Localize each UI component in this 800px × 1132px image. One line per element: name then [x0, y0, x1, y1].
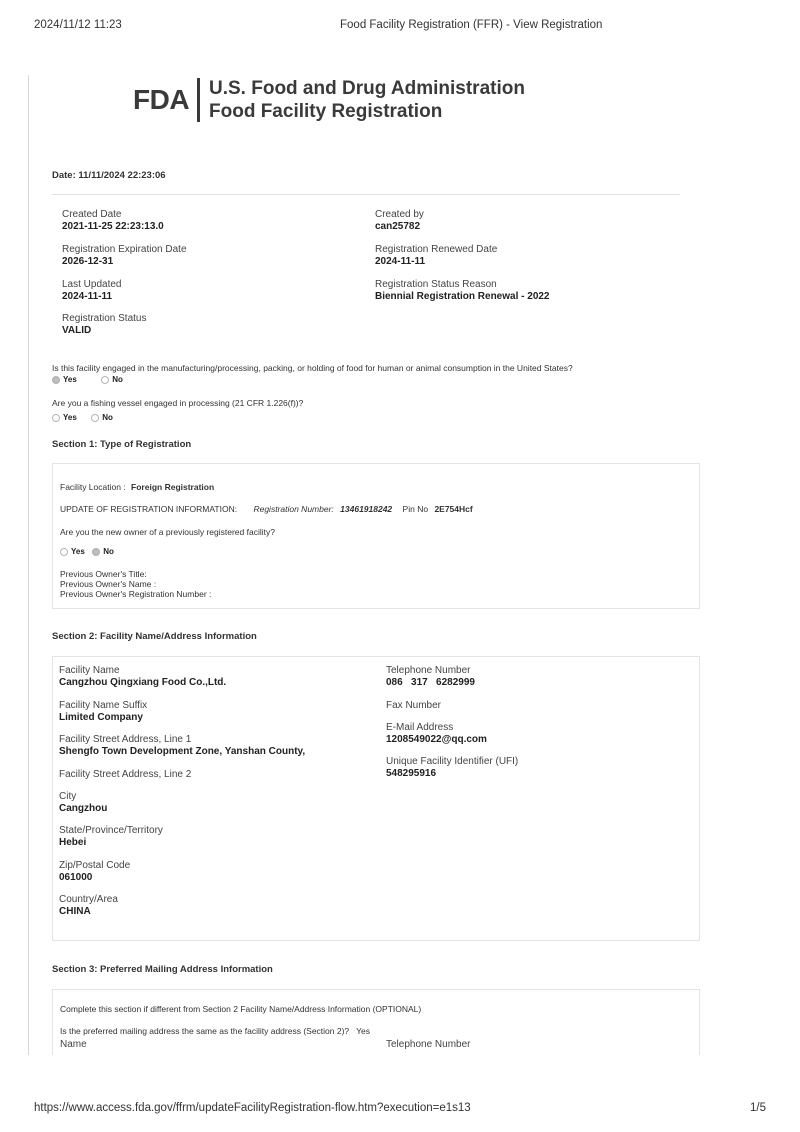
- q2-yes-label: Yes: [63, 413, 77, 422]
- section-3-title: Section 3: Preferred Mailing Address Information: [52, 964, 273, 975]
- q1-no-label: No: [112, 375, 123, 384]
- email-address-label: E-Mail Address: [386, 722, 454, 733]
- print-page-number: 1/5: [750, 1102, 766, 1114]
- registration-status-value: VALID: [62, 325, 92, 336]
- mailing-telephone-label: Telephone Number: [386, 1039, 471, 1050]
- zip-code-label: Zip/Postal Code: [59, 860, 131, 871]
- registration-number-value: 13461918242: [340, 504, 393, 514]
- email-address-value: 1208549022@qq.com: [386, 734, 487, 745]
- new-owner-yes-radio[interactable]: [60, 548, 68, 556]
- pin-label: Pin No: [402, 504, 429, 514]
- q1-yes-radio[interactable]: [52, 376, 60, 384]
- last-updated: [62, 279, 122, 303]
- ufi-label: Unique Facility Identifier (UFI): [386, 756, 519, 767]
- renewed-date-label: Registration Renewed Date: [375, 244, 498, 255]
- question-food-facility-options: [52, 374, 133, 386]
- status-reason-label: Registration Status Reason: [375, 279, 497, 290]
- question-fishing-vessel-options: [52, 412, 123, 424]
- ufi: [386, 756, 518, 780]
- facility-name: [59, 665, 226, 689]
- print-datetime: 2024/11/12 11:23: [34, 19, 122, 31]
- previous-owner-reg-number: Previous Owner's Registration Number :: [60, 589, 212, 599]
- pin-value: 2E754Hcf: [434, 504, 473, 514]
- section-2-box: [52, 656, 700, 941]
- status-reason-value: Biennial Registration Renewal - 2022: [375, 291, 550, 302]
- registration-status-label: Registration Status: [62, 313, 147, 324]
- q1-yes-label: Yes: [63, 375, 77, 384]
- zip-code-value: 061000: [59, 872, 93, 883]
- facility-location-value: Foreign Registration: [131, 482, 215, 492]
- section-2-title: Section 2: Facility Name/Address Information: [52, 631, 257, 642]
- expiration-date-value: 2026-12-31: [62, 256, 114, 267]
- created-by: [375, 209, 424, 233]
- email-address: [386, 722, 487, 746]
- facility-location: [60, 482, 214, 492]
- date-divider: [52, 194, 680, 195]
- new-owner-question: Are you the new owner of a previously registered facility?: [60, 527, 275, 537]
- logo-text: [209, 77, 525, 123]
- q2-no-radio[interactable]: [91, 414, 99, 422]
- facility-location-label: Facility Location :: [60, 482, 126, 492]
- same-address-question: Is the preferred mailing address the same as the facility address (Section 2)? Yes: [60, 1026, 370, 1036]
- previous-owner-title: Previous Owner's Title:: [60, 569, 147, 579]
- new-owner-options: [60, 546, 124, 558]
- facility-name-suffix-value: Limited Company: [59, 712, 143, 723]
- created-by-label: Created by: [375, 209, 424, 220]
- previous-owner-name: Previous Owner's Name :: [60, 579, 157, 589]
- logo-line-1: U.S. Food and Drug Administration: [209, 78, 525, 99]
- fax-number: [386, 700, 441, 712]
- street-address-1-value: Shengfo Town Development Zone, Yanshan County,: [59, 746, 306, 757]
- update-registration-label: UPDATE OF REGISTRATION INFORMATION:: [60, 504, 238, 514]
- logo-line-2: Food Facility Registration: [209, 101, 443, 122]
- print-title: Food Facility Registration (FFR) - View Registration: [340, 19, 603, 31]
- street-address-2-label: Facility Street Address, Line 2: [59, 769, 192, 780]
- section-1-title: Section 1: Type of Registration: [52, 439, 192, 450]
- telephone-number-value: 086 317 6282999: [386, 677, 475, 688]
- last-updated-label: Last Updated: [62, 279, 122, 290]
- registration-number-label: Registration Number:: [253, 504, 334, 514]
- facility-name-label: Facility Name: [59, 665, 120, 676]
- telephone-number: [386, 665, 475, 689]
- city-value: Cangzhou: [59, 803, 108, 814]
- status-reason: [375, 279, 550, 303]
- city: [59, 791, 107, 815]
- state-province-value: Hebei: [59, 837, 87, 848]
- section-3-box: [52, 989, 700, 1055]
- previous-owner-info: [60, 569, 211, 599]
- state-province: [59, 825, 163, 849]
- registration-status: [62, 313, 147, 337]
- created-date: [62, 209, 164, 233]
- update-registration-info: [60, 504, 473, 514]
- street-address-2: [59, 769, 191, 781]
- q2-no-label: No: [102, 413, 113, 422]
- created-date-value: 2021-11-25 22:23:13.0: [62, 221, 164, 232]
- left-rule: [28, 75, 29, 1055]
- logo-divider: [197, 78, 200, 122]
- question-food-facility: Is this facility engaged in the manufacturing/processing, packing, or holding of food for human or animal consumption in the United States?: [52, 363, 573, 373]
- country-area-label: Country/Area: [59, 894, 118, 905]
- telephone-number-label: Telephone Number: [386, 665, 471, 676]
- mailing-address-note: Complete this section if different from Section 2 Facility Name/Address Information (OPTIONAL): [60, 1004, 422, 1014]
- zip-code: [59, 860, 130, 884]
- facility-name-suffix-label: Facility Name Suffix: [59, 700, 148, 711]
- country-area-value: CHINA: [59, 906, 91, 917]
- new-owner-no-radio[interactable]: [92, 548, 100, 556]
- report-date: Date: 11/11/2024 22:23:06: [52, 170, 166, 181]
- city-label: City: [59, 791, 77, 802]
- fda-logo: FDA: [133, 84, 190, 115]
- expiration-date-label: Registration Expiration Date: [62, 244, 187, 255]
- facility-name-value: Cangzhou Qingxiang Food Co.,Ltd.: [59, 677, 227, 688]
- q2-yes-radio[interactable]: [52, 414, 60, 422]
- question-fishing-vessel: Are you a fishing vessel engaged in processing (21 CFR 1.226(f))?: [52, 398, 304, 408]
- state-province-label: State/Province/Territory: [59, 825, 163, 836]
- street-address-1: [59, 734, 305, 758]
- street-address-1-label: Facility Street Address, Line 1: [59, 734, 192, 745]
- ufi-value: 548295916: [386, 768, 437, 779]
- country-area: [59, 894, 118, 918]
- q1-no-radio[interactable]: [101, 376, 109, 384]
- print-url: https://www.access.fda.gov/ffrm/updateFacilityRegistration-flow.htm?execution=e1s13: [34, 1102, 471, 1114]
- created-date-label: Created Date: [62, 209, 122, 220]
- fax-number-label: Fax Number: [386, 700, 442, 711]
- expiration-date: [62, 244, 187, 268]
- renewed-date: [375, 244, 497, 268]
- facility-name-suffix: [59, 700, 147, 724]
- mailing-name-label: Name: [60, 1039, 87, 1050]
- renewed-date-value: 2024-11-11: [375, 256, 426, 267]
- new-owner-no-label: No: [103, 547, 114, 556]
- last-updated-value: 2024-11-11: [62, 291, 113, 302]
- new-owner-yes-label: Yes: [71, 547, 85, 556]
- created-by-value: can25782: [375, 221, 421, 232]
